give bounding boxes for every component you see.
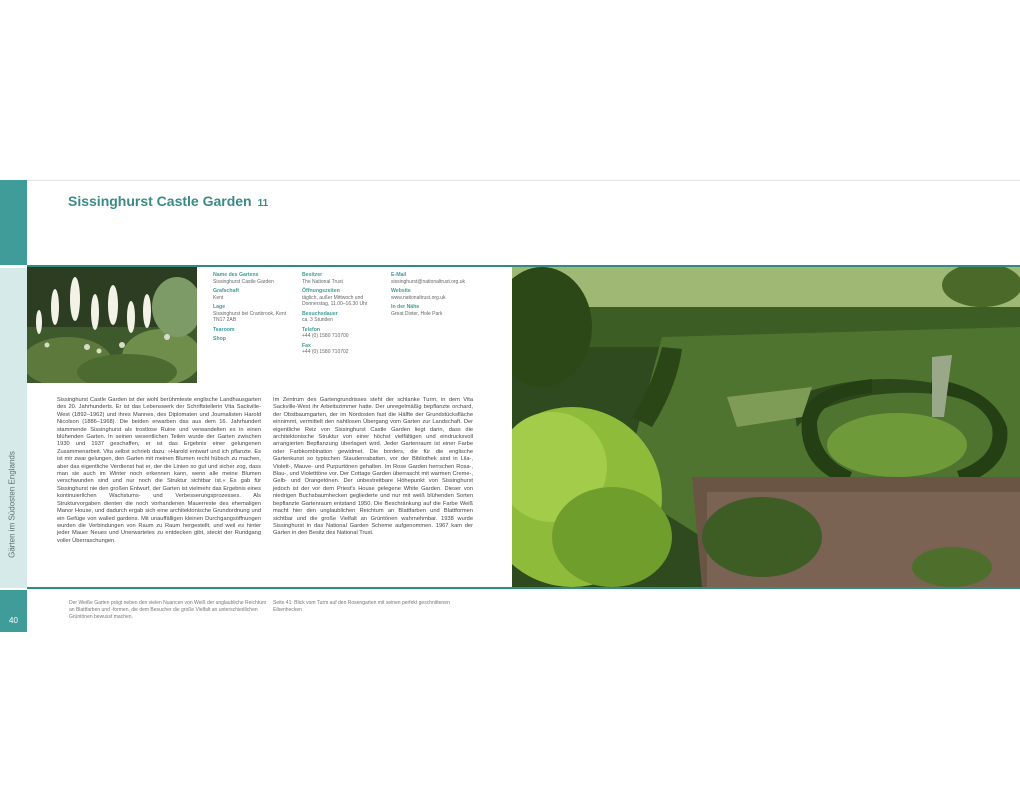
rose-garden-photo <box>512 267 1020 587</box>
info-value: Great Dixter, Hole Park <box>391 310 443 317</box>
body-paragraph: Sissinghurst Castle Garden ist der wohl berühmteste englische Landhausgarten des 20. Jahrhunderts. Er ist das Lebenswerk der Schriftstellerin Vita Sackville-West (1892–1962) und ihres Mannes, des Diplomaten und Journalisten Harold Nicolson (1886–1968). Die beiden erwarben das aus dem 16. Jahrhundert stammende Sissinghurst als trostlose Ruine und verwandelten es in einen blühenden Garten. In seinen wesentlichen Teilen wurde der Garten zwischen 1930 und 1937 geschaffen, er ist das Ergebnis einer gelungenen Zusammenarbeit. Vita selbst schrieb dazu: »Harold entwarf und ich pflanzte. Es ist mir zwar gelungen, den Garten mit meinen Blumen recht hübsch zu machen, aber das eigentliche Verdienst hat er, der die Linien so gut und sicher zog, dass man sie auch im Winter noch erkennen kann, wenn alle meine Blumen verschwunden sind und nur noch die Struktur sichtbar ist.« Es gab für Sissinghurst nie den großen Entwurf, der Garten ist vielmehr das Ergebnis eines kontinuierlichen Wachstums- und Verbesserungsprozesses. Als Strukturvorgaben dienten die noch vorhandenen Mauerreste des ehemaligen Manor House, und dadurch ergab sich eine architektonische Grundordnung und ein Gefüge von walled gardens. Mit unauffälligen kleinen Durchgangsöffnungen wurden die Verbindungen von Raum zu Raum hergestellt, und weil es hinter jeder Mauer Neues und Unerwartetes zu entdecken gibt, steckt der Rundgang voller Überraschungen. <box>57 397 261 544</box>
info-value: Sissinghurst Castle Garden <box>213 278 274 285</box>
info-value: The National Trust <box>302 278 343 285</box>
info-label: Tearoom <box>213 326 235 333</box>
info-label: Telefon <box>302 326 321 333</box>
info-label: In der Nähe <box>391 304 420 310</box>
info-value: +44 (0) 1580 710700 <box>302 333 349 339</box>
info-label: Besuchsdauer <box>302 310 338 317</box>
garden-number: 11 <box>257 198 269 209</box>
photo-caption-right: Seite 41: Blick vom Turm auf den Rosengarten mit seinen perfekt geschnittenen Eibenhecken <box>273 600 450 613</box>
info-label: Grafschaft <box>213 288 239 294</box>
email-link[interactable]: sissinghurst@nationaltrust.org.uk <box>391 278 465 285</box>
website-link[interactable]: www.nationaltrust.org.uk <box>391 294 446 301</box>
info-label: Besitzer <box>302 272 323 278</box>
info-value: +44 (0) 1580 710702 <box>302 349 349 355</box>
info-label: Shop <box>213 336 226 342</box>
body-paragraph: Im Zentrum des Gartengrundrisses steht der schlanke Turm, in dem Vita Sackville-West ihr Arbeitszimmer hatte. Der unregelmäßig bepflanzte orchard, der Obstbaumgarten, der im Nordosten fast die Hälfte der Grundstücksfläche einnimmt, vermittelt den nahtlosen Übergang vom Garten zur Landschaft. Der eigentliche Reiz von Sissinghurst Castle Garden liegt darin, dass die architektonische Struktur von einer höchst vielfältigen und eindrucksvoll arrangierten Bepflanzung überlagert wird. Jeder Gartenraum ist einer Farbe oder Farbkombination gewidmet. Die borders, die für die englische Gartenkunst so typischen Staudenrabatten, vor der Bibliothek sind in Lila-, Violett-, Mauve- und Purpurtönen gehalten. Im Rose Garden herrschen Rosa-, Blau-, und Violetttöne vor. Der Cottage Garden überrascht mit warmen Creme-, Gelb- und Orangetönen. Der unbestreitbare Höhepunkt von Sissinghurst jedoch ist der vor dem Priest's House gelegene White Garden. Dieser von niedrigen Buchsbaumhecken gegliederte und nur mit weiß blühenden Sorten bepflanzte Gartenraum entstand 1950. Die Beschränkung auf die Farbe Weiß macht hier den unglaublichen Reichtum an Blattfarben und Blattformen sichtbar und die große Vielfalt an Grüntönen wahrnehmbar. 1938 wurde Sissinghurst in das National Garden Scheme aufgenommen. 1967 kam der Garten in den Besitz des National Trust. <box>273 397 473 537</box>
page-title <box>68 193 268 209</box>
garden-name: Sissinghurst Castle Garden <box>68 193 252 209</box>
body-text-column-2 <box>273 397 473 538</box>
section-title: Gärten im Südosten Englands <box>7 451 17 558</box>
page-number-tab <box>0 590 27 632</box>
white-flowers-image <box>27 267 197 383</box>
photo-caption-left: Der Weiße Garten prägt neben den vielen Nuancen von Weiß der unglaubliche Reichtum an Blattfarben und -formen, die dem Besucher die große Vielfalt an unterschiedlichen Grüntönen bewusst machen. <box>69 600 267 620</box>
info-value: täglich, außer Mittwoch und Donnerstag, 11.00–16.30 Uhr <box>302 294 368 307</box>
info-value: Kent <box>213 294 224 301</box>
page-top-edge <box>0 180 1020 181</box>
info-label: E-Mail <box>391 272 407 278</box>
white-garden-photo <box>27 267 197 383</box>
info-value: ca. 3 Stunden <box>302 317 333 323</box>
info-label: Website <box>391 288 411 294</box>
page-number: 40 <box>9 616 18 625</box>
bottom-rule <box>27 587 1020 589</box>
info-label: Fax <box>302 342 311 349</box>
body-text-column-1 <box>57 397 261 545</box>
section-tab-top <box>0 180 27 265</box>
info-label: Lage <box>213 304 226 310</box>
aerial-garden-image <box>512 267 1020 587</box>
info-column-1 <box>213 272 295 343</box>
info-value: Sissinghurst bei Cranbrook, Kent TN17 2AB <box>213 310 287 323</box>
info-column-3 <box>391 272 491 317</box>
info-label: Name des Gartens <box>213 272 259 278</box>
info-label: Öffnungszeiten <box>302 288 340 294</box>
info-column-2 <box>302 272 384 356</box>
